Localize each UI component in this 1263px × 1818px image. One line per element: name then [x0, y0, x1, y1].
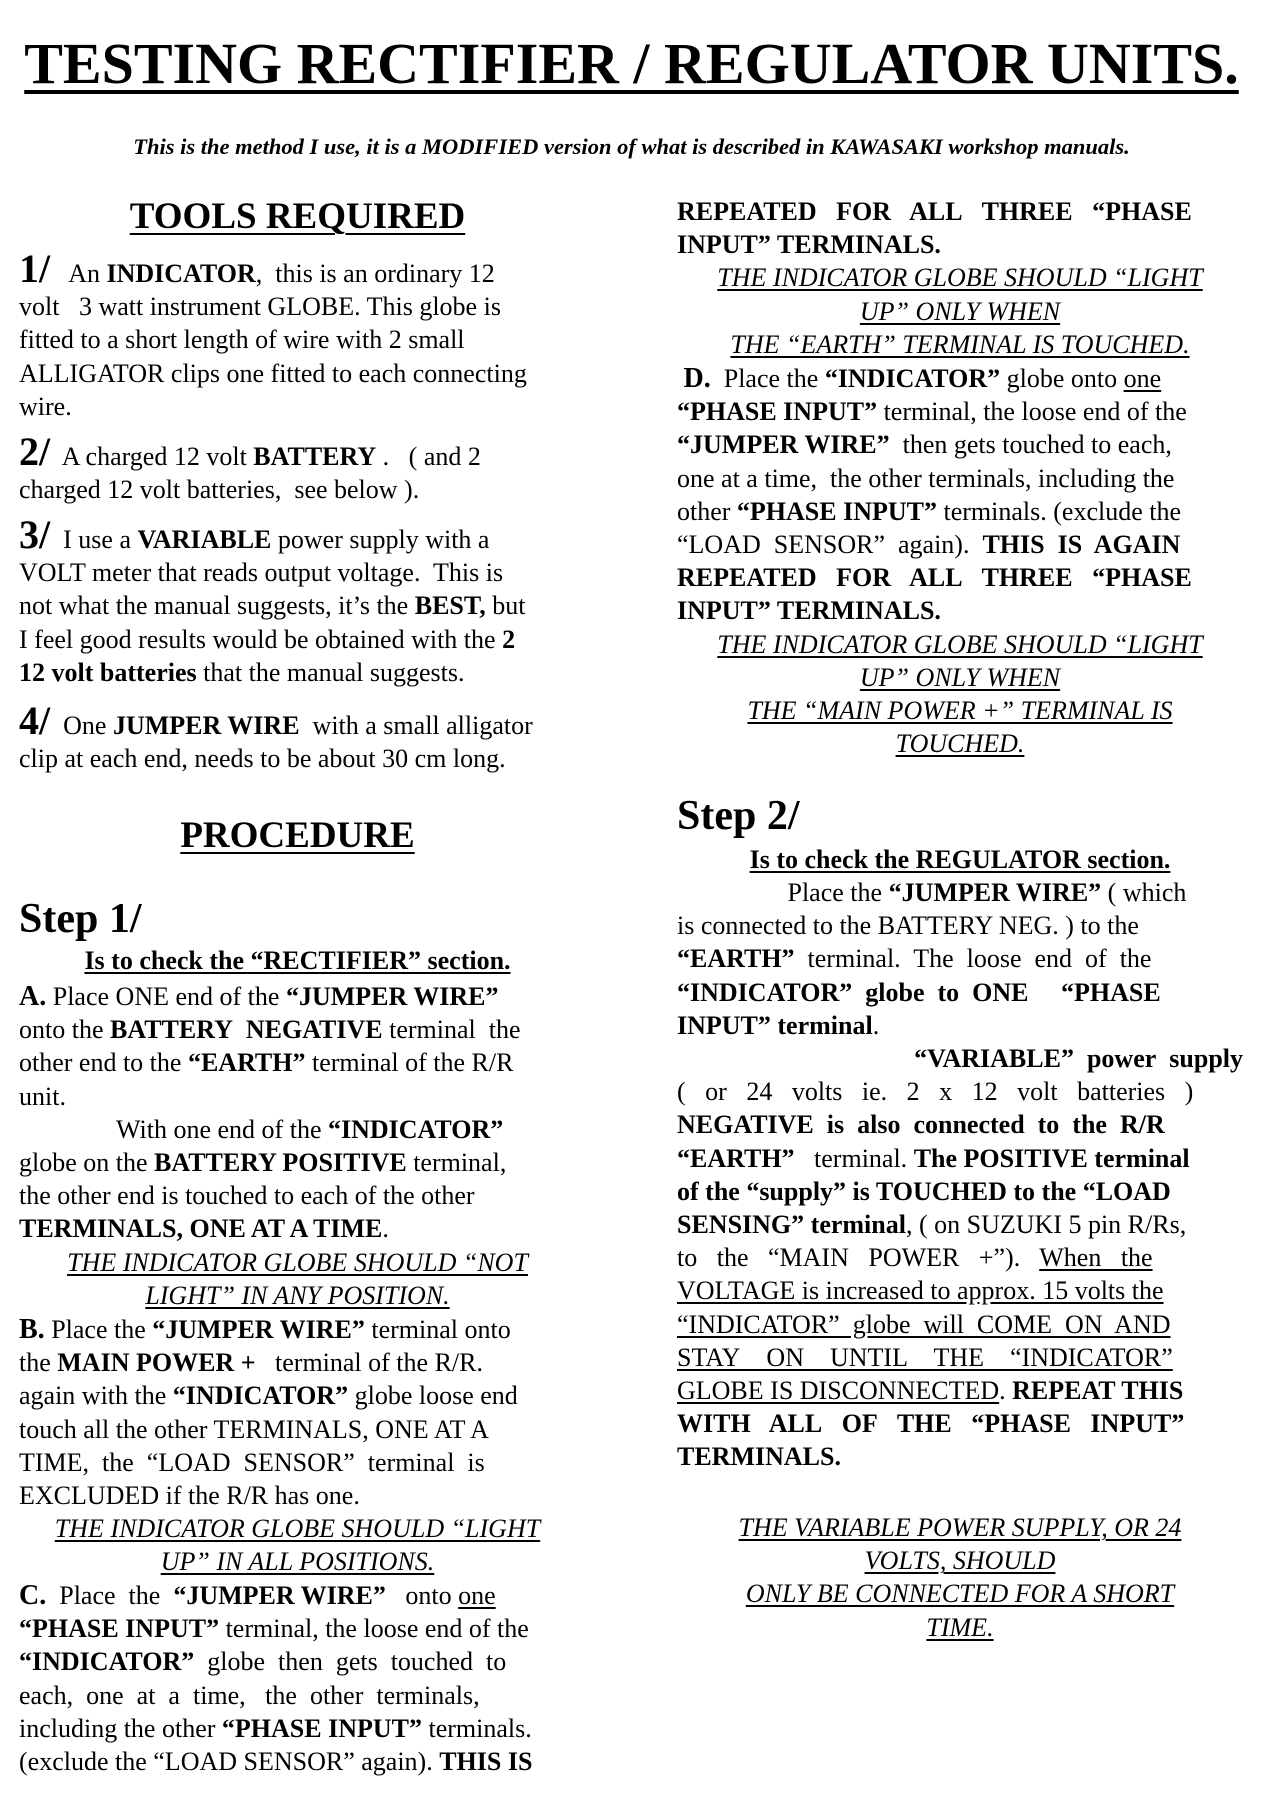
tool-item-4: 4/ One JUMPER WIRE with a small alligator clip at each end, needs to be about 30 cm long.: [19, 698, 533, 774]
tool-number-4: 4/: [19, 698, 51, 743]
step-a-note-1: THE INDICATOR GLOBE SHOULD “NOT: [67, 1247, 528, 1277]
step-d: D. Place the “INDICATOR” globe onto one “PHASE INPUT” terminal, the loose end of the “JUMPER WIRE” then gets touched to each, one at a time, the other terminals, including the other “PHASE INPUT” terminals. (exclude the “LOAD SENSOR” again). THIS IS AGAIN REPEATED FOR ALL THREE “PHASE INPUT” TERMINALS. THE INDICATOR GLOBE SHOULD “LIGHT UP” ONLY WHEN THE “MAIN POWER +” TERMINAL IS TOUCHED.: [677, 362, 1243, 760]
tool-item-2: 2/ A charged 12 volt BATTERY . ( and 2 charged 12 volt batteries, see below ).: [19, 429, 481, 505]
step-c-note-1: THE INDICATOR GLOBE SHOULD “LIGHT: [717, 263, 1203, 293]
step-a: A. Place ONE end of the “JUMPER WIRE” onto the BATTERY NEGATIVE terminal the other end to the “EARTH” terminal of the R/R unit. With one end of the “INDICATOR” globe on the BATTERY POSITIVE terminal, the other end is touched to each of the other TERMINALS, ONE AT A TIME. THE INDICATOR GLOBE SHOULD “NOT LIGHT” IN ANY POSITION.: [19, 980, 576, 1312]
step-d-note-2: UP” ONLY WHEN: [859, 662, 1061, 692]
step-b: B. Place the “JUMPER WIRE” terminal onto the MAIN POWER + terminal of the R/R. again with the “INDICATOR” globe loose end touch all the other TERMINALS, ONE AT A TIME, the “LOAD SENSOR” terminal is EXCLUDED if the R/R has one. THE INDICATOR GLOBE SHOULD “LIGHT UP” IN ALL POSITIONS.: [19, 1313, 576, 1579]
step-b-note-1: THE INDICATOR GLOBE SHOULD “LIGHT: [54, 1514, 541, 1544]
tools-heading: TOOLS REQUIRED: [129, 196, 466, 237]
page-subtitle: This is the method I use, it is a MODIFIED version of what is described in KAWASAKI workshop manuals.: [133, 134, 1130, 159]
final-warning-1: THE VARIABLE POWER SUPPLY, OR 24: [738, 1513, 1182, 1542]
step-d-note-1: THE INDICATOR GLOBE SHOULD “LIGHT: [717, 629, 1203, 659]
final-warning-4: TIME.: [926, 1612, 994, 1642]
step-c-note-3: THE “EARTH” TERMINAL IS TOUCHED.: [730, 329, 1190, 359]
step-c-label: C.: [19, 1580, 47, 1611]
step-b-note-2: UP” IN ALL POSITIONS.: [160, 1547, 435, 1577]
tool-item-1: 1/ An INDICATOR, this is an ordinary 12 volt 3 watt instrument GLOBE. This globe is fitted to a short length of wire with 2 small ALLIGATOR clips one fitted to each connecting wire.: [19, 246, 527, 421]
tool-number-2: 2/: [19, 429, 51, 474]
step-a-note-2: LIGHT” IN ANY POSITION.: [145, 1280, 450, 1310]
step-2-body: Place the “JUMPER WIRE” ( which is connected to the BATTERY NEG. ) to the “EARTH” terminal. The loose end of the “INDICATOR” globe to ONE “PHASE INPUT” terminal. “VARIABLE” power supply ( or 24 volts ie. 2 x 12 volt batteries ) NEGATIVE is also connected to the R/R “EARTH” terminal. The POSITIVE terminal of the “supply” is TOUCHED to the “LOAD SENSING” terminal, ( on SUZUKI 5 pin R/Rs, to the “MAIN POWER +”). When the VOLTAGE is increased to approx. 15 volts the “INDICATOR” globe will COME ON AND STAY ON UNTIL THE “INDICATOR” GLOBE IS DISCONNECTED. REPEAT THIS WITH ALL OF THE “PHASE INPUT” TERMINALS.: [677, 878, 1243, 1472]
step-c-note-2: UP” ONLY WHEN: [859, 296, 1061, 326]
step-2-subheading: Is to check the REGULATOR section.: [749, 845, 1171, 874]
tool-number-1: 1/: [19, 246, 51, 291]
step-b-label: B.: [19, 1314, 45, 1345]
page-title: TESTING RECTIFIER / REGULATOR UNITS.: [24, 31, 1239, 96]
tool-item-3: 3/ I use a VARIABLE power supply with a VOLT meter that reads output voltage. This is not what the manual suggests, it’s the BEST, but I feel good results would be obtained with the 2 12 volt batteries that the manual suggests.: [19, 512, 526, 687]
step-d-label: D.: [683, 363, 711, 394]
procedure-heading: PROCEDURE: [180, 815, 415, 856]
step-a-label: A.: [19, 981, 47, 1012]
final-warning-2: VOLTS, SHOULD: [864, 1546, 1056, 1576]
step-c: C. Place the “JUMPER WIRE” onto one “PHASE INPUT” terminal, the loose end of the “INDICATOR” globe then gets touched to each, one at a time, the other terminals, including the other “PHASE INPUT” terminals. (exclude the “LOAD SENSOR” again). THIS IS: [19, 1580, 533, 1777]
tool-number-3: 3/: [19, 512, 51, 557]
step-c-continued: REPEATED FOR ALL THREE “PHASE INPUT” TERMINALS. THE INDICATOR GLOBE SHOULD “LIGHT UP” ONLY WHEN THE “EARTH” TERMINAL IS TOUCHED.: [677, 195, 1243, 361]
step-d-note-3: THE “MAIN POWER +” TERMINAL IS: [747, 696, 1173, 726]
step-d-note-4: TOUCHED.: [895, 729, 1025, 759]
final-warning-3: ONLY BE CONNECTED FOR A SHORT: [745, 1579, 1175, 1609]
final-warning: [677, 1511, 1243, 1644]
step-2-heading: Step 2/: [677, 793, 800, 839]
step-1-subheading: Is to check the “RECTIFIER” section.: [84, 946, 511, 975]
step-1-heading: Step 1/: [19, 896, 142, 942]
